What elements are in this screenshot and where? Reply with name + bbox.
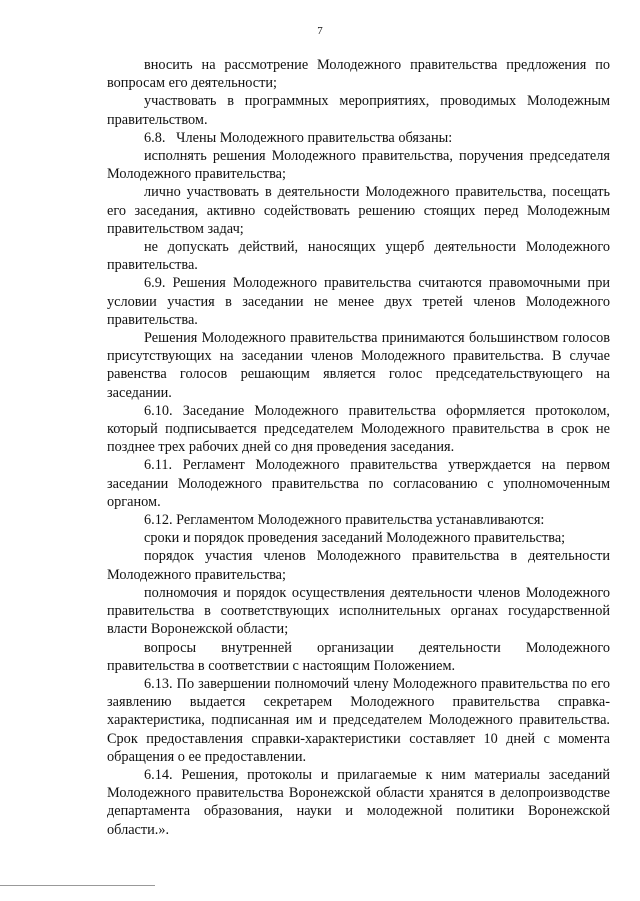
paragraph: порядок участия членов Молодежного правительства в деятельности Молодежного правительства; [107, 548, 610, 583]
document-body [107, 56, 610, 839]
paragraph: вопросы внутренней организации деятельности Молодежного правительства в соответствии с настоящим Положением. [107, 639, 610, 674]
paragraph: полномочия и порядок осуществления деятельности членов Молодежного правительства в соответствующих исполнительных органах государственной власти Воронежской области; [107, 584, 610, 638]
paragraph: исполнять решения Молодежного правительства, поручения председателя Молодежного правительства; [107, 148, 610, 183]
section-heading: 6.8. Члены Молодежного правительства обязаны: [144, 129, 453, 146]
paragraph: лично участвовать в деятельности Молодежного правительства, посещать его заседания, активно содействовать решению стоящих перед Молодежным правительством задач; [107, 184, 610, 237]
paragraph: 6.11. Регламент Молодежного правительства утверждается на первом заседании Молодежного правительства по согласованию с уполномоченным органом. [107, 457, 610, 510]
paragraph: 6.10. Заседание Молодежного правительства оформляется протоколом, который подписывается председателем Молодежного правительства в срок не позднее трех рабочих дней со дня проведения заседания. [107, 402, 610, 456]
paragraph: Решения Молодежного правительства принимаются большинством голосов присутствующих на заседании членов Молодежного правительства. В случае равенства голосов решающим является голос председательствующего на заседании. [107, 330, 610, 401]
paragraph: вносить на рассмотрение Молодежного правительства предложения по вопросам его деятельности; [107, 57, 610, 92]
paragraph: не допускать действий, наносящих ущерб деятельности Молодежного правительства. [107, 239, 610, 274]
paragraph: 6.13. По завершении полномочий члену Молодежного правительства по его заявлению выдается секретарем Молодежного правительства справка-характеристика, подписанная им и председателем Молодежного правительства. Срок предоставления справки-характеристики составляет 10 дней с момента обращения о ее предоставлении. [107, 675, 610, 765]
paragraph: участвовать в программных мероприятиях, проводимых Молодежным правительством. [107, 93, 610, 128]
paragraph: 6.9. Решения Молодежного правительства считаются правомочными при условии участия в заседании не менее двух третей членов Молодежного правительства. [107, 275, 610, 328]
paragraph: 6.12. Регламентом Молодежного правительства устанавливаются: [144, 512, 545, 529]
page-number: 7 [317, 25, 323, 37]
paragraph: сроки и порядок проведения заседаний Молодежного правительства; [144, 530, 566, 547]
footer-divider [0, 885, 155, 886]
paragraph: 6.14. Решения, протоколы и прилагаемые к ним материалы заседаний Молодежного правительства Воронежской области хранятся в делопроизводстве департамента образования, науки и молодежной политики Воронежской области.». [107, 766, 610, 838]
